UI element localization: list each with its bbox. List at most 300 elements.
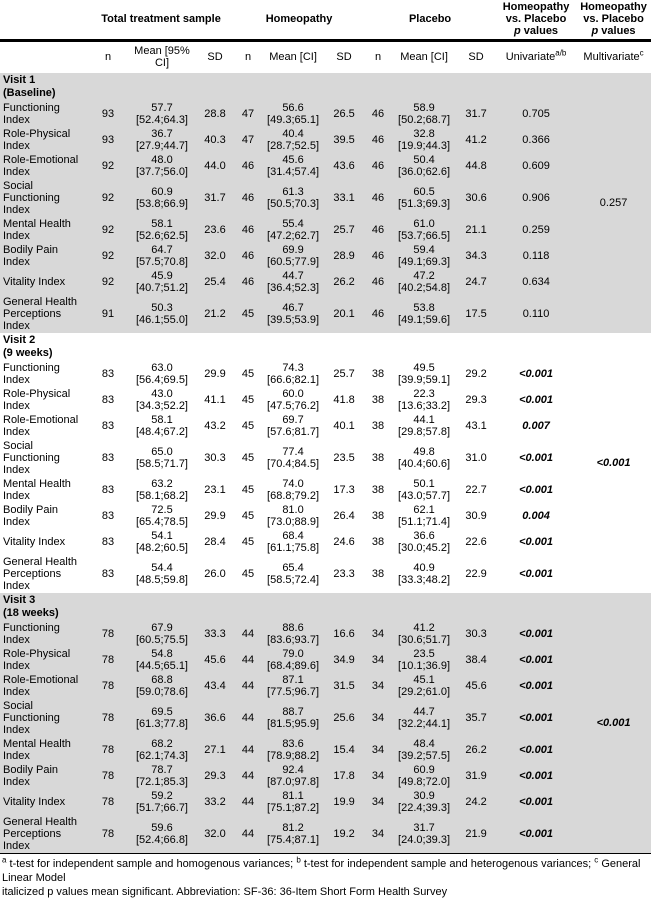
sub-header-univariate: Univariate$^{a/b}$ <box>496 41 576 74</box>
cell-n-placebo: 34 <box>364 699 392 737</box>
mean-value: 87.1 <box>282 674 304 686</box>
cell-mean-total <box>128 387 196 413</box>
cell-mean-homeopathy <box>262 763 324 789</box>
ci-value: [39.2;57.5] <box>398 750 451 762</box>
cell-n-homeopathy: 44 <box>234 737 262 763</box>
sub-header-sd-placebo: SD <box>456 41 496 74</box>
cell-univariate-p: <0.001 <box>496 673 576 699</box>
pvalues-header-line3: p values <box>591 25 636 37</box>
mean-value: 68.4 <box>282 530 304 542</box>
cell-mean-total <box>128 529 196 555</box>
mean-value: 50.3 <box>151 302 173 314</box>
cell-n-placebo: 34 <box>364 621 392 647</box>
ci-value: [47.2;62.7] <box>267 230 320 242</box>
ci-value: [48.5;59.8] <box>136 574 188 586</box>
cell-n-homeopathy: 45 <box>241 394 255 406</box>
row-label: Mental Health Index <box>0 217 88 243</box>
cell-univariate-p: <0.001 <box>496 737 576 763</box>
mean-value: 43.0 <box>151 388 173 400</box>
cell-mean-total <box>128 295 196 333</box>
ci-value: [29.2;61.0] <box>398 686 451 698</box>
ci-value: [43.0;57.7] <box>398 490 451 502</box>
cell-mean-total <box>128 361 196 387</box>
ci-value: [60.5;75.5] <box>136 634 188 646</box>
group-header-multivariate-pvalues <box>576 0 651 41</box>
cell-n-placebo: 34 <box>364 647 392 673</box>
mean-value: 58.9 <box>413 102 435 114</box>
cell-univariate-p: 0.906 <box>496 179 576 217</box>
mean-value: 54.4 <box>151 562 173 574</box>
cell-n-placebo: 38 <box>371 368 385 380</box>
ci-value: [77.5;96.7] <box>267 686 320 698</box>
ci-value: [48.4;67.2] <box>136 426 188 438</box>
cell-n-homeopathy: 46 <box>234 179 262 217</box>
mean-value: 68.2 <box>151 738 173 750</box>
table-footnotes <box>0 853 651 903</box>
cell-mean-total <box>128 269 196 295</box>
cell-mean-placebo <box>392 789 456 815</box>
cell-n-homeopathy: 46 <box>234 153 262 179</box>
cell-mean-total <box>128 673 196 699</box>
cell-n-homeopathy: 45 <box>241 484 255 496</box>
ci-value: [57.5;70.8] <box>136 256 188 268</box>
cell-sd-homeopathy: 19.2 <box>324 815 364 853</box>
row-label: Vitality Index <box>0 269 88 295</box>
cell-n-homeopathy: 46 <box>234 217 262 243</box>
cell-sd-total: 36.6 <box>196 699 234 737</box>
ci-value: [68.4;89.6] <box>267 660 320 672</box>
ci-value: [10.1;36.9] <box>398 660 451 672</box>
ci-value: [51.7;66.7] <box>136 802 188 814</box>
cell-sd-homeopathy: 24.6 <box>333 536 355 548</box>
ci-value: [58.5;72.4] <box>267 574 320 586</box>
cell-n-placebo: 46 <box>364 153 392 179</box>
cell-n-total: 78 <box>88 815 128 853</box>
mean-value: 69.9 <box>282 244 304 256</box>
cell-n-homeopathy: 45 <box>234 295 262 333</box>
ci-value: [78.9;88.2] <box>267 750 320 762</box>
cell-mean-homeopathy <box>262 621 324 647</box>
cell-sd-total: 40.3 <box>196 127 234 153</box>
ci-value: [31.4;57.4] <box>267 166 320 178</box>
ci-value: [37.7;56.0] <box>136 166 188 178</box>
cell-sd-placebo: 43.1 <box>465 420 487 432</box>
ci-value: [53.8;66.9] <box>136 198 188 210</box>
cell-sd-homeopathy: 19.9 <box>324 789 364 815</box>
mean-value: 69.7 <box>282 414 304 426</box>
cell-n-homeopathy: 44 <box>234 815 262 853</box>
row-label: Bodily Pain Index <box>0 243 88 269</box>
ci-value: [40.4;60.6] <box>398 458 451 470</box>
cell-sd-homeopathy: 20.1 <box>324 295 364 333</box>
mean-value: 44.1 <box>413 414 435 426</box>
mean-value: 79.0 <box>282 648 304 660</box>
cell-mean-homeopathy <box>262 179 324 217</box>
cell-n-placebo: 46 <box>364 269 392 295</box>
ci-value: [60.5;77.9] <box>267 256 320 268</box>
cell-n-total: 92 <box>88 269 128 295</box>
cell-mean-placebo <box>392 647 456 673</box>
visit-subtitle-line: (9 weeks) <box>3 347 53 359</box>
ci-value: [32.2;44.1] <box>398 718 451 730</box>
ci-value: [58.5;71.7] <box>136 458 188 470</box>
table-body <box>0 73 651 853</box>
cell-sd-total: 33.2 <box>196 789 234 815</box>
ci-value: [49.1;69.3] <box>398 256 451 268</box>
cell-n-total: 83 <box>101 368 115 380</box>
cell-univariate-p: 0.634 <box>496 269 576 295</box>
mean-value: 41.2 <box>413 622 435 634</box>
mean-value: 81.1 <box>282 790 304 802</box>
ci-value: [61.3;77.8] <box>136 718 188 730</box>
cell-n-total: 78 <box>88 699 128 737</box>
mean-value: 60.9 <box>151 186 173 198</box>
mean-value: 54.8 <box>151 648 173 660</box>
cell-n-homeopathy: 46 <box>234 243 262 269</box>
cell-sd-homeopathy: 26.4 <box>333 510 355 522</box>
ci-value: [73.0;88.9] <box>267 516 320 528</box>
mean-value: 54.1 <box>151 530 173 542</box>
cell-mean-homeopathy <box>262 295 324 333</box>
group-header-homeopathy: Homeopathy <box>234 0 364 41</box>
cell-sd-placebo: 29.3 <box>465 394 487 406</box>
ci-value: [19.9;44.3] <box>398 140 451 152</box>
cell-n-total: 78 <box>88 647 128 673</box>
cell-mean-total <box>128 621 196 647</box>
mean-value: 69.5 <box>151 706 173 718</box>
ci-value: [52.4;64.3] <box>136 114 188 126</box>
cell-n-total: 93 <box>88 101 128 127</box>
cell-sd-placebo: 26.2 <box>456 737 496 763</box>
table-header <box>0 0 651 73</box>
cell-n-placebo: 46 <box>364 295 392 333</box>
cell-n-total: 83 <box>101 394 115 406</box>
cell-n-placebo: 34 <box>364 673 392 699</box>
ci-value: [57.6;81.7] <box>267 426 320 438</box>
cell-sd-total: 27.1 <box>196 737 234 763</box>
ci-value: [49.3;65.1] <box>267 114 320 126</box>
multivariate-superscript: c <box>639 48 644 58</box>
ci-value: [24.0;39.3] <box>398 834 451 846</box>
index-data-row <box>0 179 651 217</box>
mean-value: 59.4 <box>413 244 435 256</box>
mean-value: 62.1 <box>413 504 435 516</box>
cell-n-placebo: 38 <box>371 484 385 496</box>
row-label: Functioning Index <box>3 362 60 386</box>
cell-univariate-p: 0.705 <box>496 101 576 127</box>
cell-sd-homeopathy: 25.7 <box>324 217 364 243</box>
ci-value: [47.5;76.2] <box>267 400 320 412</box>
row-label: Vitality Index <box>0 789 88 815</box>
cell-mean-placebo <box>392 529 456 555</box>
mean-value: 88.7 <box>282 706 304 718</box>
cell-sd-placebo: 34.3 <box>456 243 496 269</box>
mean-value: 45.1 <box>413 674 435 686</box>
cell-mean-placebo <box>392 477 456 503</box>
ci-value: [50.2;68.7] <box>398 114 451 126</box>
cell-univariate-p: <0.001 <box>496 647 576 673</box>
cell-sd-total: 29.3 <box>196 763 234 789</box>
cell-n-placebo: 38 <box>371 452 385 464</box>
cell-mean-placebo <box>392 673 456 699</box>
group-header-univariate-pvalues <box>496 0 576 41</box>
cell-sd-placebo: 30.3 <box>456 621 496 647</box>
cell-mean-total <box>128 101 196 127</box>
ci-value: [39.5;53.9] <box>267 314 320 326</box>
cell-mean-placebo <box>392 699 456 737</box>
cell-sd-total: 23.6 <box>196 217 234 243</box>
cell-univariate-p: <0.001 <box>496 621 576 647</box>
cell-mean-total <box>128 555 196 593</box>
cell-n-placebo: 46 <box>364 101 392 127</box>
cell-mean-homeopathy <box>262 503 324 529</box>
index-data-row <box>0 127 651 153</box>
mean-value: 68.8 <box>151 674 173 686</box>
mean-value: 63.2 <box>151 478 173 490</box>
cell-mean-total <box>128 243 196 269</box>
cell-mean-total <box>128 179 196 217</box>
index-data-row <box>0 621 651 647</box>
row-label: General Health Perceptions Index <box>3 556 77 592</box>
mean-value: 58.1 <box>151 414 173 426</box>
cell-univariate-p: <0.001 <box>496 815 576 853</box>
cell-n-total: 78 <box>88 763 128 789</box>
cell-sd-total: 32.0 <box>196 243 234 269</box>
cell-univariate-p: 0.366 <box>496 127 576 153</box>
cell-mean-homeopathy <box>262 477 324 503</box>
cell-mean-placebo <box>392 387 456 413</box>
mean-value: 53.8 <box>413 302 435 314</box>
cell-mean-placebo <box>392 503 456 529</box>
cell-n-homeopathy: 47 <box>234 101 262 127</box>
cell-sd-homeopathy: 26.5 <box>324 101 364 127</box>
cell-mean-homeopathy <box>262 673 324 699</box>
row-label: Bodily Pain Index <box>0 763 88 789</box>
cell-mean-homeopathy <box>262 127 324 153</box>
cell-sd-placebo: 41.2 <box>456 127 496 153</box>
pvalues-header-line2: vs. Placebo <box>583 13 644 25</box>
cell-n-homeopathy: 44 <box>234 699 262 737</box>
cell-n-total: 83 <box>101 568 115 580</box>
cell-n-placebo: 38 <box>371 420 385 432</box>
cell-n-placebo: 38 <box>371 510 385 522</box>
cell-mean-placebo <box>392 243 456 269</box>
cell-mean-homeopathy <box>262 217 324 243</box>
cell-n-total: 83 <box>101 484 115 496</box>
cell-sd-homeopathy: 33.1 <box>324 179 364 217</box>
ci-value: [52.4;66.8] <box>136 834 188 846</box>
cell-sd-homeopathy: 26.2 <box>324 269 364 295</box>
cell-n-homeopathy: 45 <box>241 368 255 380</box>
mean-value: 40.9 <box>413 562 435 574</box>
cell-multivariate-p: <0.001 <box>596 457 631 469</box>
cell-sd-total: 28.4 <box>204 536 226 548</box>
index-data-row <box>0 673 651 699</box>
cell-multivariate-p: 0.257 <box>576 73 651 333</box>
ci-value: [30.6;51.7] <box>398 634 451 646</box>
index-data-row <box>0 699 651 737</box>
cell-n-homeopathy: 44 <box>234 621 262 647</box>
empty-sub-cell <box>0 41 88 74</box>
cell-sd-placebo: 29.2 <box>465 368 487 380</box>
cell-n-total: 83 <box>101 420 115 432</box>
cell-mean-placebo <box>392 269 456 295</box>
cell-univariate-p: <0.001 <box>519 394 554 406</box>
cell-sd-placebo: 21.9 <box>456 815 496 853</box>
cell-mean-placebo <box>392 217 456 243</box>
cell-sd-total: 28.8 <box>196 101 234 127</box>
mean-value: 48.4 <box>413 738 435 750</box>
cell-sd-placebo: 21.1 <box>456 217 496 243</box>
mean-value: 57.7 <box>151 102 173 114</box>
footnote-marker: c <box>594 855 599 865</box>
ci-value: [48.2;60.5] <box>136 542 188 554</box>
ci-value: [70.4;84.5] <box>267 458 320 470</box>
visit-header-row <box>0 593 651 621</box>
ci-value: [51.1;71.4] <box>398 516 451 528</box>
sub-header-mean-placebo: Mean [CI] <box>392 41 456 74</box>
sub-header-n-homeopathy: n <box>234 41 262 74</box>
index-data-row <box>0 153 651 179</box>
visit-title <box>0 593 576 621</box>
cell-mean-placebo <box>392 295 456 333</box>
ci-value: [36.4;52.3] <box>267 282 320 294</box>
cell-sd-placebo: 24.2 <box>456 789 496 815</box>
index-data-row <box>0 387 651 413</box>
row-label: Role-Emotional Index <box>0 153 88 179</box>
mean-value: 60.9 <box>413 764 435 776</box>
index-data-row <box>0 295 651 333</box>
mean-value: 83.6 <box>282 738 304 750</box>
cell-mean-homeopathy <box>262 789 324 815</box>
row-label: Role-Physical Index <box>0 647 88 673</box>
mean-value: 61.0 <box>413 218 435 230</box>
cell-univariate-p: <0.001 <box>519 536 554 548</box>
cell-mean-placebo <box>392 439 456 477</box>
cell-univariate-p: 0.110 <box>496 295 576 333</box>
ci-value: [50.5;70.3] <box>267 198 320 210</box>
cell-univariate-p: 0.118 <box>496 243 576 269</box>
row-label: Mental Health Index <box>0 737 88 763</box>
cell-n-placebo: 34 <box>364 763 392 789</box>
mean-value: 81.0 <box>282 504 304 516</box>
index-data-row <box>0 413 651 439</box>
cell-sd-total: 29.9 <box>204 510 226 522</box>
ci-value: [66.6;82.1] <box>267 374 320 386</box>
cell-sd-placebo: 22.7 <box>465 484 487 496</box>
cell-n-placebo: 38 <box>371 568 385 580</box>
cell-mean-homeopathy <box>262 647 324 673</box>
cell-sd-homeopathy: 17.3 <box>333 484 355 496</box>
mean-value: 50.4 <box>413 154 435 166</box>
mean-value: 61.3 <box>282 186 304 198</box>
cell-n-placebo: 46 <box>364 127 392 153</box>
cell-sd-placebo: 38.4 <box>456 647 496 673</box>
ci-value: [65.4;78.5] <box>136 516 188 528</box>
mean-value: 65.0 <box>151 446 173 458</box>
cell-n-total: 92 <box>88 153 128 179</box>
ci-value: [46.1;55.0] <box>136 314 188 326</box>
univariate-superscript: a/b <box>555 48 567 58</box>
index-data-row <box>0 737 651 763</box>
cell-n-homeopathy: 45 <box>241 568 255 580</box>
cell-sd-total: 21.2 <box>196 295 234 333</box>
cell-univariate-p: 0.004 <box>522 510 550 522</box>
cell-mean-homeopathy <box>262 439 324 477</box>
ci-value: [27.9;44.7] <box>136 140 188 152</box>
mean-value: 56.6 <box>282 102 304 114</box>
row-label: Social Functioning Index <box>3 440 60 476</box>
ci-value: [40.2;54.8] <box>398 282 451 294</box>
mean-value: 74.0 <box>282 478 304 490</box>
cell-univariate-p: 0.007 <box>522 420 550 432</box>
cell-mean-total <box>128 699 196 737</box>
cell-mean-homeopathy <box>262 387 324 413</box>
mean-value: 46.7 <box>282 302 304 314</box>
index-data-row <box>0 361 651 387</box>
cell-mean-placebo <box>392 413 456 439</box>
cell-sd-placebo: 24.7 <box>456 269 496 295</box>
cell-sd-homeopathy: 16.6 <box>324 621 364 647</box>
ci-value: [49.8;72.0] <box>398 776 451 788</box>
sub-header-row <box>0 41 651 74</box>
visit-subtitle-line: (Baseline) <box>3 87 56 99</box>
cell-n-total: 92 <box>88 243 128 269</box>
cell-mean-total <box>128 153 196 179</box>
cell-univariate-p: <0.001 <box>519 452 554 464</box>
cell-sd-total: 43.4 <box>196 673 234 699</box>
visit-title-line: Visit 3 <box>3 594 36 606</box>
cell-sd-placebo: 22.9 <box>465 568 487 580</box>
mean-value: 74.3 <box>282 362 304 374</box>
ci-value: [33.3;48.2] <box>398 574 451 586</box>
mean-value: 59.2 <box>151 790 173 802</box>
cell-n-placebo: 38 <box>371 536 385 548</box>
visit-title-line: Visit 2 <box>3 334 36 346</box>
cell-sd-total: 30.3 <box>204 452 226 464</box>
cell-n-total: 78 <box>88 737 128 763</box>
cell-mean-placebo <box>392 361 456 387</box>
cell-univariate-p: <0.001 <box>496 699 576 737</box>
mean-value: 44.7 <box>413 706 435 718</box>
cell-n-homeopathy: 45 <box>241 510 255 522</box>
cell-sd-total: 31.7 <box>196 179 234 217</box>
cell-univariate-p: <0.001 <box>519 568 554 580</box>
cell-n-homeopathy: 45 <box>241 452 255 464</box>
cell-n-placebo: 46 <box>364 243 392 269</box>
index-data-row <box>0 503 651 529</box>
row-label: Social Functioning Index <box>0 179 88 217</box>
cell-sd-total: 44.0 <box>196 153 234 179</box>
cell-sd-homeopathy: 28.9 <box>324 243 364 269</box>
mean-value: 44.7 <box>282 270 304 282</box>
cell-sd-total: 26.0 <box>204 568 226 580</box>
cell-sd-total: 43.2 <box>204 420 226 432</box>
mean-value: 49.5 <box>413 362 435 374</box>
cell-sd-homeopathy: 31.5 <box>324 673 364 699</box>
cell-n-homeopathy: 46 <box>234 269 262 295</box>
ci-value: [61.1;75.8] <box>267 542 320 554</box>
cell-sd-placebo: 30.6 <box>456 179 496 217</box>
ci-value: [34.3;52.2] <box>136 400 188 412</box>
row-label: General Health Perceptions Index <box>0 815 88 853</box>
ci-value: [36.0;62.6] <box>398 166 451 178</box>
cell-mean-homeopathy <box>262 413 324 439</box>
cell-univariate-p: <0.001 <box>519 368 554 380</box>
mean-value: 30.9 <box>413 790 435 802</box>
pvalues-header-line1: Homeopathy <box>502 1 570 13</box>
cell-mean-homeopathy <box>262 699 324 737</box>
